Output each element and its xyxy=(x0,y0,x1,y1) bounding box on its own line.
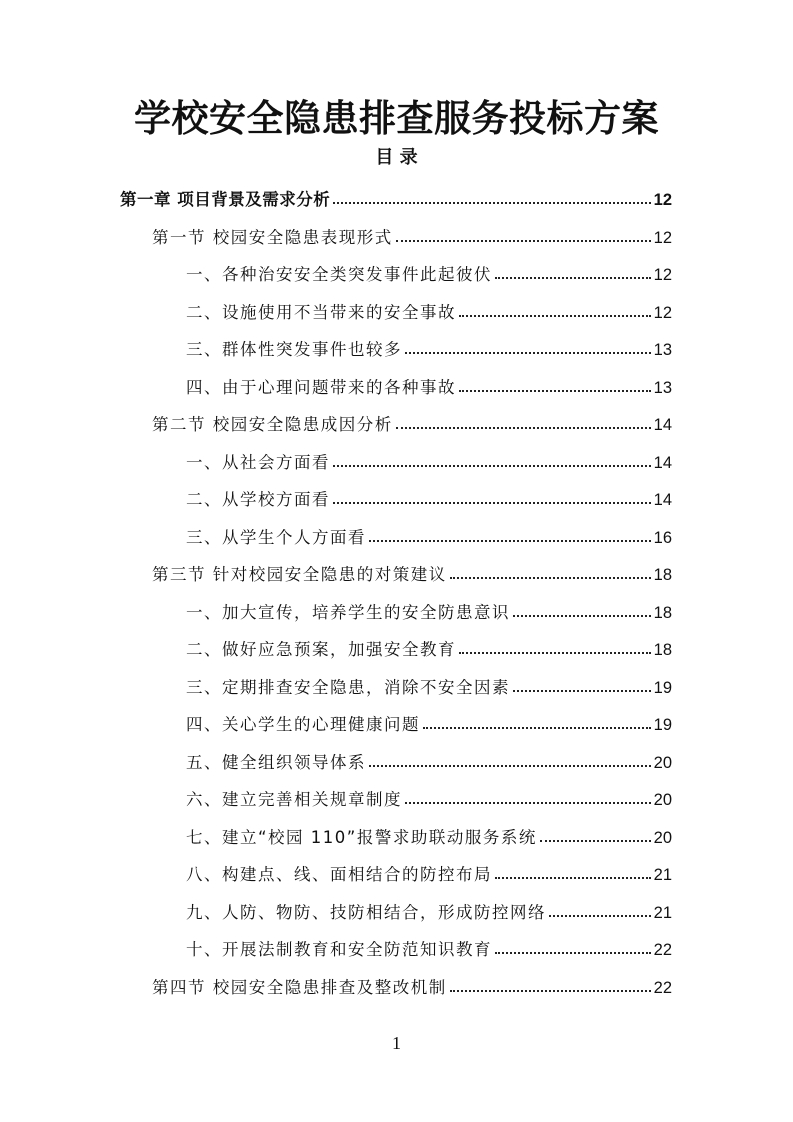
dot-leader xyxy=(459,390,651,392)
toc-entry-label: 七、建立“校园 110”报警求助联动服务系统 xyxy=(186,827,537,847)
toc-item-entry[interactable] xyxy=(186,447,672,473)
toc-item-entry[interactable] xyxy=(186,297,672,323)
toc-item-entry[interactable] xyxy=(186,334,672,360)
dot-leader xyxy=(459,652,651,654)
dot-leader xyxy=(423,727,651,729)
dot-leader xyxy=(513,615,651,617)
toc-entry-label: 六、建立完善相关规章制度 xyxy=(186,790,402,809)
dot-leader xyxy=(495,877,651,879)
toc-entry-page: 12 xyxy=(653,266,672,284)
toc-entry-page: 14 xyxy=(653,491,672,509)
dot-leader xyxy=(495,277,651,279)
dot-leader xyxy=(459,315,651,317)
toc-entry-page: 19 xyxy=(653,716,672,734)
toc-entry-label: 三、群体性突发事件也较多 xyxy=(186,340,402,359)
toc-entry-label: 第四节 校园安全隐患排查及整改机制 xyxy=(152,977,447,997)
dot-leader xyxy=(450,990,651,992)
document-title: 学校安全隐患排查服务投标方案 xyxy=(134,97,659,140)
toc-entry-label: 四、由于心理问题带来的各种事故 xyxy=(186,377,456,397)
dot-leader xyxy=(495,952,651,954)
toc-entry-label: 第一节 校园安全隐患表现形式 xyxy=(152,227,393,247)
toc-section-entry[interactable] xyxy=(152,409,672,435)
toc-entry-label: 五、健全组织领导体系 xyxy=(186,752,366,772)
dot-leader xyxy=(450,577,651,579)
toc-entry-label: 三、从学生个人方面看 xyxy=(186,527,366,547)
toc-entry-page: 18 xyxy=(653,603,672,622)
toc-section-entry[interactable] xyxy=(152,972,672,998)
dot-leader xyxy=(405,352,651,354)
toc-entry-page: 19 xyxy=(653,678,672,697)
toc-entry-label: 一、从社会方面看 xyxy=(186,452,330,472)
toc-item-entry[interactable] xyxy=(186,859,672,885)
dot-leader xyxy=(333,465,651,467)
toc-entry-page: 20 xyxy=(653,791,672,809)
toc-entry-page: 20 xyxy=(653,753,672,772)
dot-leader xyxy=(540,840,651,842)
dot-leader xyxy=(396,240,651,242)
toc-entry-page: 12 xyxy=(653,228,672,247)
toc-heading: 目 录 xyxy=(375,147,418,168)
dot-leader xyxy=(549,915,651,917)
dot-leader xyxy=(369,540,651,542)
toc-entry-label: 一、各种治安安全类突发事件此起彼伏 xyxy=(186,265,492,284)
toc-entry-page: 21 xyxy=(653,903,672,922)
toc-section-entry[interactable] xyxy=(152,559,672,585)
toc-entry-label: 第三节 针对校园安全隐患的对策建议 xyxy=(152,565,447,584)
dot-leader xyxy=(513,690,651,692)
dot-leader xyxy=(333,502,651,504)
dot-leader xyxy=(396,427,651,429)
toc-entry-page: 14 xyxy=(653,453,672,472)
toc-item-entry[interactable] xyxy=(186,597,672,623)
toc-item-entry[interactable] xyxy=(186,634,672,660)
toc-item-entry[interactable] xyxy=(186,522,672,548)
toc-entry-page: 20 xyxy=(653,828,672,847)
dot-leader xyxy=(369,765,651,767)
toc-entry-page: 13 xyxy=(653,341,672,359)
toc-entry-label: 二、做好应急预案，加强安全教育 xyxy=(186,640,456,659)
toc-entry-page: 22 xyxy=(653,941,672,959)
toc-item-entry[interactable] xyxy=(186,822,672,848)
toc-item-entry[interactable] xyxy=(186,372,672,398)
toc-entry-label: 三、定期排查安全隐患，消除不安全因素 xyxy=(186,677,510,697)
toc-item-entry[interactable] xyxy=(186,672,672,698)
toc-entry-page: 18 xyxy=(653,566,672,584)
toc-item-entry[interactable] xyxy=(186,747,672,773)
toc-entry-page: 12 xyxy=(653,303,672,322)
toc-entry-label: 二、设施使用不当带来的安全事故 xyxy=(186,302,456,322)
toc-entry-label: 第一章 项目背景及需求分析 xyxy=(120,190,331,209)
toc-entry-page: 16 xyxy=(653,528,672,547)
toc-entry-page: 21 xyxy=(653,866,672,884)
toc-entry-page: 13 xyxy=(653,378,672,397)
toc-entry-label: 十、开展法制教育和安全防范知识教育 xyxy=(186,940,492,959)
toc-section-entry[interactable] xyxy=(152,222,672,248)
toc-item-entry[interactable] xyxy=(186,784,672,810)
toc-entry-page: 18 xyxy=(653,641,672,659)
toc-entry-label: 八、构建点、线、面相结合的防控布局 xyxy=(186,865,492,884)
toc-item-entry[interactable] xyxy=(186,259,672,285)
toc-item-entry[interactable] xyxy=(186,484,672,510)
toc-entry-page: 14 xyxy=(653,416,672,434)
toc-entry-page: 12 xyxy=(653,191,672,209)
page-number: 1 xyxy=(392,1033,401,1053)
toc-entry-label: 四、关心学生的心理健康问题 xyxy=(186,715,420,734)
toc-item-entry[interactable] xyxy=(186,934,672,960)
toc-item-entry[interactable] xyxy=(186,709,672,735)
toc-entry-label: 第二节 校园安全隐患成因分析 xyxy=(152,415,393,434)
toc-entry-label: 二、从学校方面看 xyxy=(186,490,330,509)
toc-entry-label: 一、加大宣传，培养学生的安全防患意识 xyxy=(186,602,510,622)
dot-leader xyxy=(405,802,651,804)
toc-chapter-entry[interactable] xyxy=(120,184,672,210)
dot-leader xyxy=(333,202,650,204)
toc-entry-label: 九、人防、物防、技防相结合，形成防控网络 xyxy=(186,902,546,922)
toc-entry-page: 22 xyxy=(653,978,672,997)
toc-item-entry[interactable] xyxy=(186,897,672,923)
